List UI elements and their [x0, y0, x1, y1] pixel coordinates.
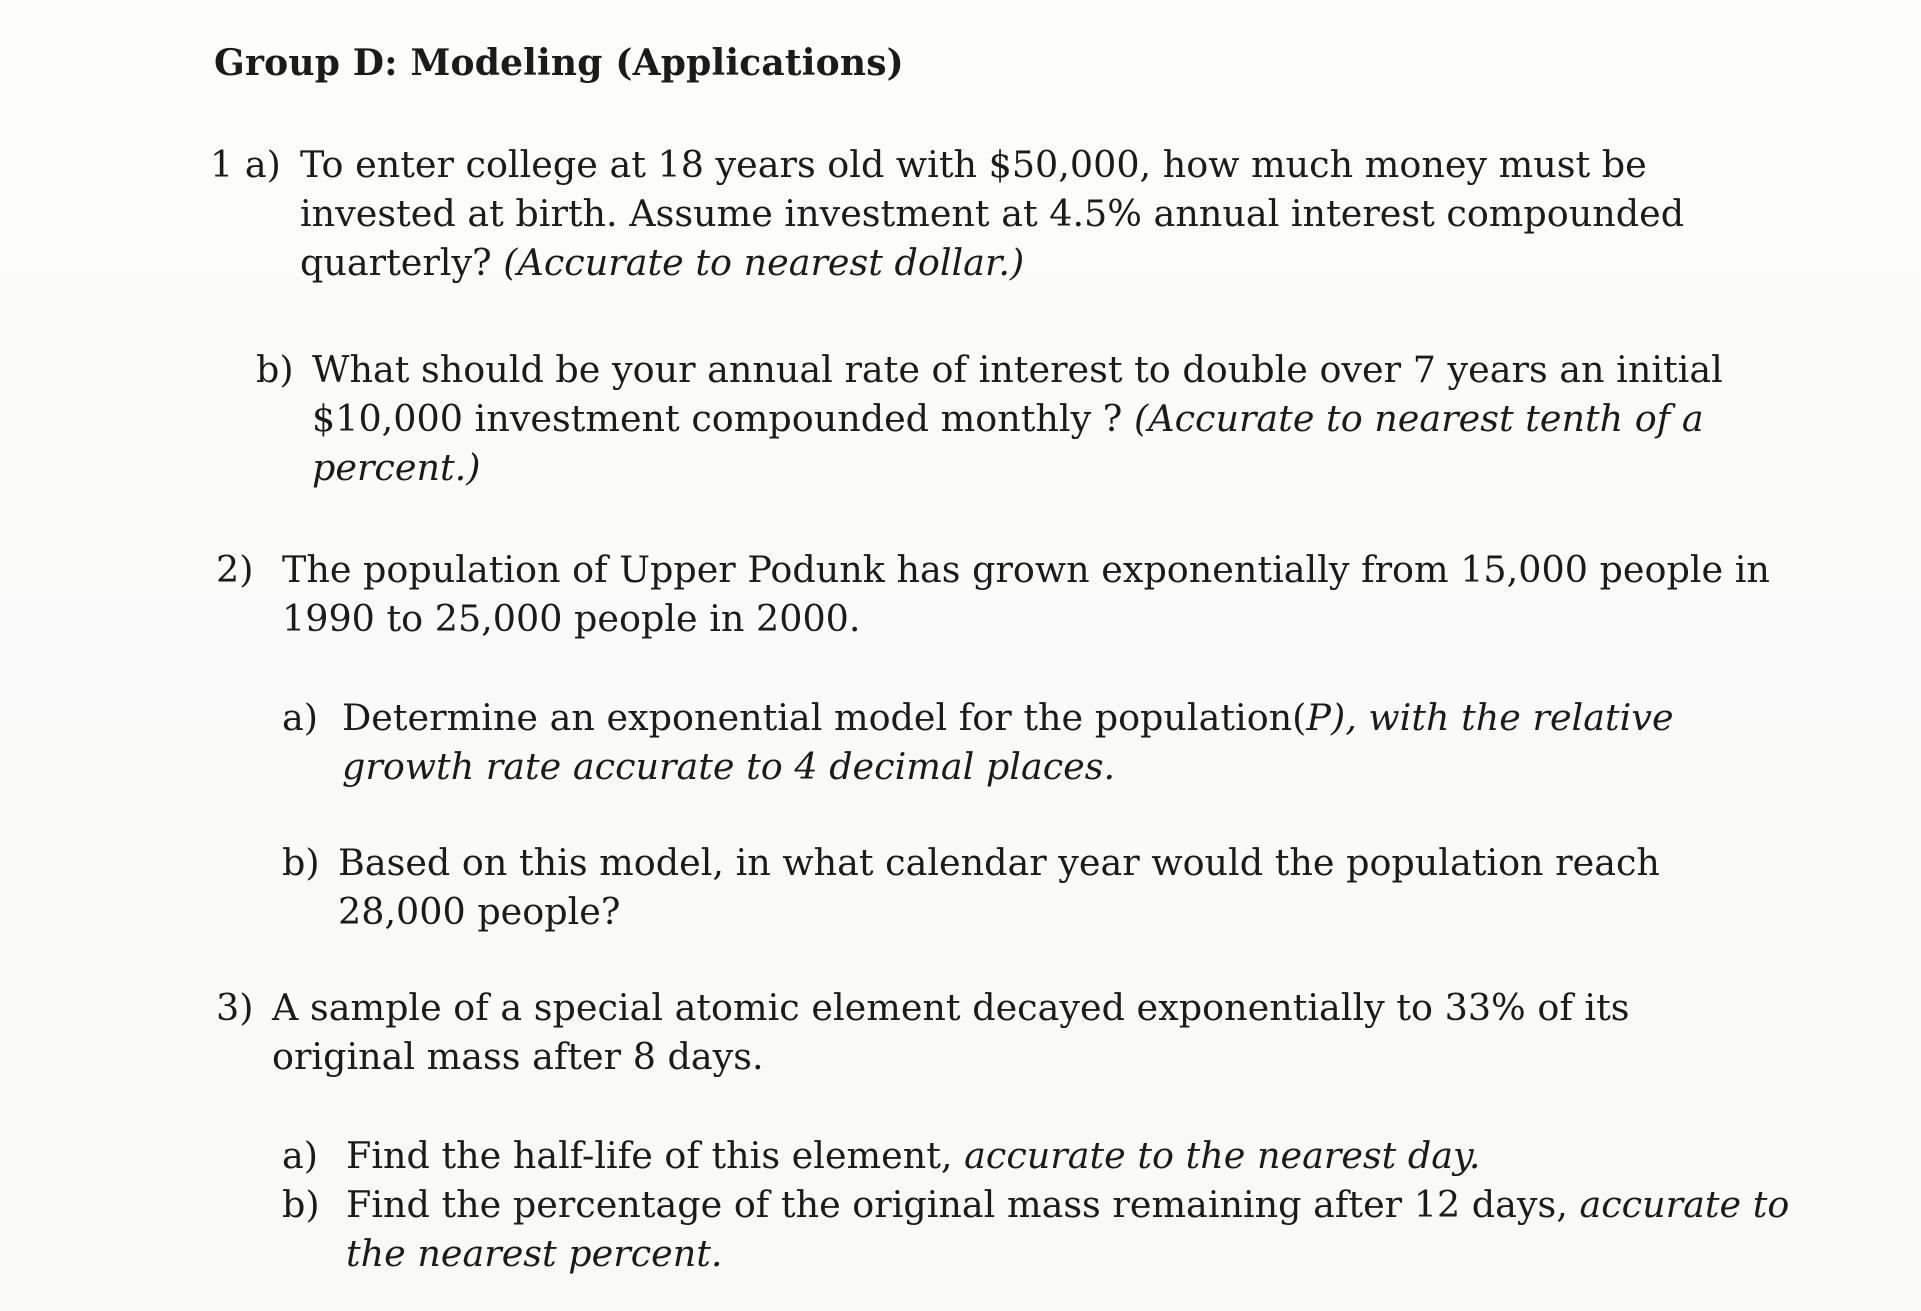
question-text-line: invested at birth. Assume investment at 4.5% annual interest compounded [300, 192, 1685, 235]
question-text-line: Based on this model, in what calendar year would the population reach [338, 841, 1660, 884]
question-text: Determine an exponential model for the population( [342, 696, 1307, 739]
question-label: b) [282, 1183, 320, 1226]
question-label: a) [282, 696, 319, 739]
question-text-line: To enter college at 18 years old with $50,000, how much money must be [300, 143, 1647, 186]
question-text-line: What should be your annual rate of interest to double over 7 years an initial [312, 348, 1723, 391]
question-text-line: 28,000 people? [338, 890, 621, 933]
question-text-line [346, 1131, 1480, 1180]
accuracy-note: accurate to the nearest day. [964, 1134, 1481, 1177]
question-text: Find the percentage of the original mass remaining after 12 days, [346, 1183, 1580, 1226]
question-text-line [312, 394, 1723, 443]
accuracy-note: accurate to [1579, 1183, 1790, 1226]
accuracy-note: the nearest percent. [346, 1232, 723, 1275]
question-text-line [300, 238, 1684, 287]
question-label: 1 a) [210, 143, 281, 186]
accuracy-note: (Accurate to nearest tenth of a [1133, 397, 1704, 440]
question-label: b) [282, 841, 320, 884]
accuracy-note: percent.) [312, 446, 481, 489]
section-heading: Group D: Modeling (Applications) [214, 42, 904, 84]
accuracy-note: growth rate accurate to 4 decimal places. [342, 745, 1116, 788]
question-text-line: A sample of a special atomic element decayed exponentially to 33% of its [272, 986, 1630, 1029]
question-label: b) [256, 348, 294, 391]
question-label: 3) [216, 986, 254, 1029]
question-text-line [342, 693, 1674, 742]
question-text: $10,000 investment compounded monthly ? [312, 397, 1134, 440]
question-text-line [346, 1180, 1789, 1229]
question-text-line: original mass after 8 days. [272, 1035, 764, 1078]
accuracy-note: (Accurate to nearest dollar.) [503, 241, 1025, 284]
question-text: Find the half-life of this element, [346, 1134, 965, 1177]
question-label: a) [282, 1134, 319, 1177]
question-text-line: The population of Upper Podunk has grown exponentially from 15,000 people in [282, 548, 1770, 591]
question-text-line: 1990 to 25,000 people in 2000. [282, 597, 861, 640]
accuracy-note: P), with the relative [1306, 696, 1674, 739]
question-label: 2) [216, 548, 254, 591]
question-text: quarterly? [300, 241, 504, 284]
